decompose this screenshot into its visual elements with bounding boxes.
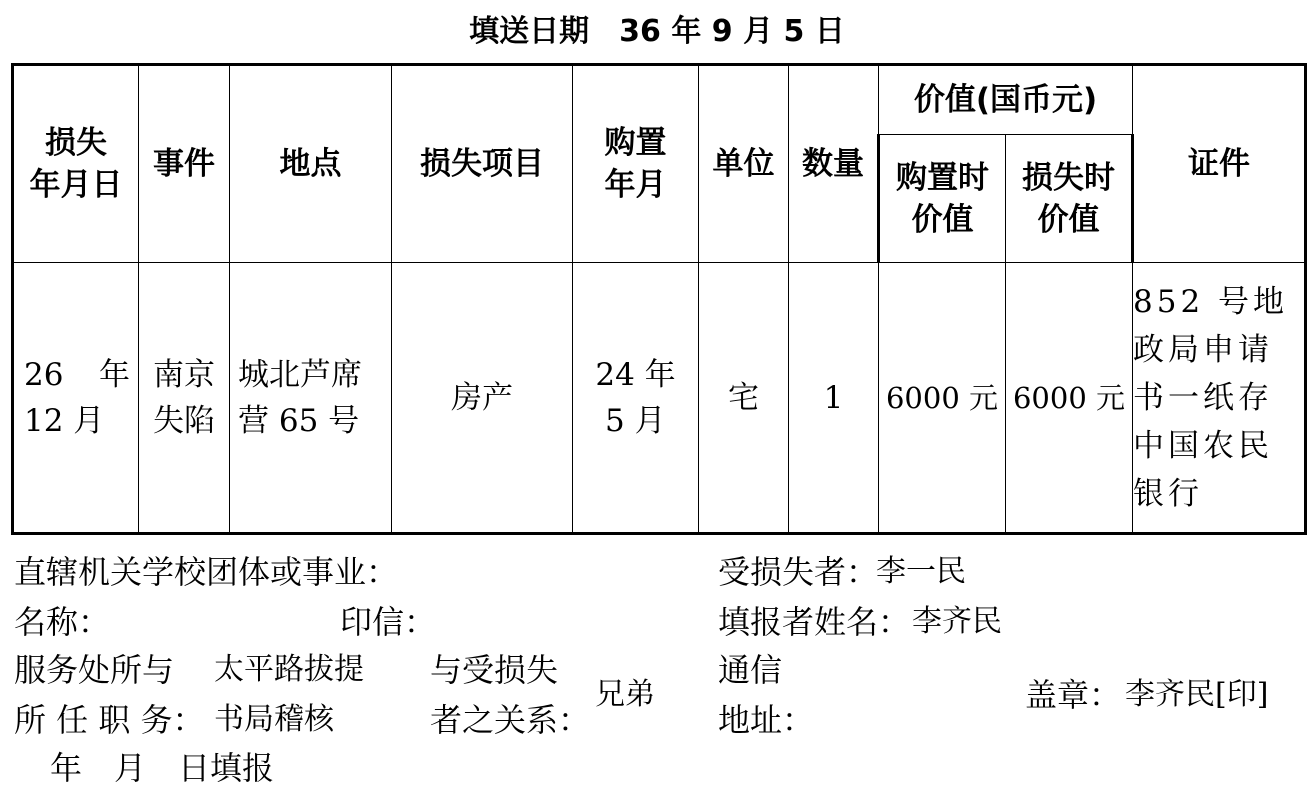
cell-location: 城北芦席 营 65 号 [230,263,392,534]
victim-value: 李一民 [876,554,966,589]
cell-value-at-purchase: 6000 元 [879,263,1006,534]
header-quantity: 数量 [789,65,879,263]
cell-value-at-loss: 6000 元 [1006,263,1133,534]
cell-loss-item: 房产 [392,263,573,534]
seal-label: 印信： [340,603,437,641]
loss-report-table [11,63,1307,535]
cell-quantity: 1 [789,263,879,534]
header-value-at-loss: 损失时 价值 [1006,135,1133,263]
org-label: 直辖机关学校团体或事业： [14,553,399,591]
reporter-label: 填报者姓名： [718,603,911,641]
header-value-group: 价值(国币元) [879,65,1133,135]
service-label: 服务处所与 [14,651,175,689]
header-certificate: 证件 [1133,65,1306,263]
report-date-line: 填送日期 36 年 9 月 5 日 [469,14,845,49]
relation-label-line1: 与受损失 [430,651,559,689]
stamp-label: 盖章： [1025,676,1122,714]
cell-purchase-date: 24 年 5 月 [573,263,699,534]
header-event: 事件 [139,65,230,263]
stamp-value: 李齐民[印] [1125,677,1269,712]
name-label: 名称： [14,603,111,641]
victim-label: 受损失者： [718,553,879,591]
reporter-value: 李齐民 [912,604,1002,639]
header-location: 地点 [230,65,392,263]
header-unit: 单位 [699,65,789,263]
relation-label-line2: 者之关系： [430,701,591,739]
position-value: 书局稽核 [214,702,334,737]
cell-certificate: 852 号地 政局申请 书一纸存 中国农民 银行 [1133,263,1306,534]
cell-loss-date: 26 年 12 月 [13,263,139,534]
header-value-at-purchase: 购置时 价值 [879,135,1006,263]
report-fill-date: 年 月 日填报 [50,749,275,787]
service-value: 太平路拔提 [214,652,364,687]
contact-label-line2: 地址： [718,701,815,739]
cell-unit: 宅 [699,263,789,534]
cell-event: 南京 失陷 [139,263,230,534]
header-loss-date: 损失 年月日 [13,65,139,263]
header-purchase-date: 购置 年月 [573,65,699,263]
header-loss-item: 损失项目 [392,65,573,263]
contact-label-line1: 通信 [718,651,783,689]
position-label: 所 任 职 务： [14,701,205,739]
relation-value: 兄弟 [595,677,655,712]
